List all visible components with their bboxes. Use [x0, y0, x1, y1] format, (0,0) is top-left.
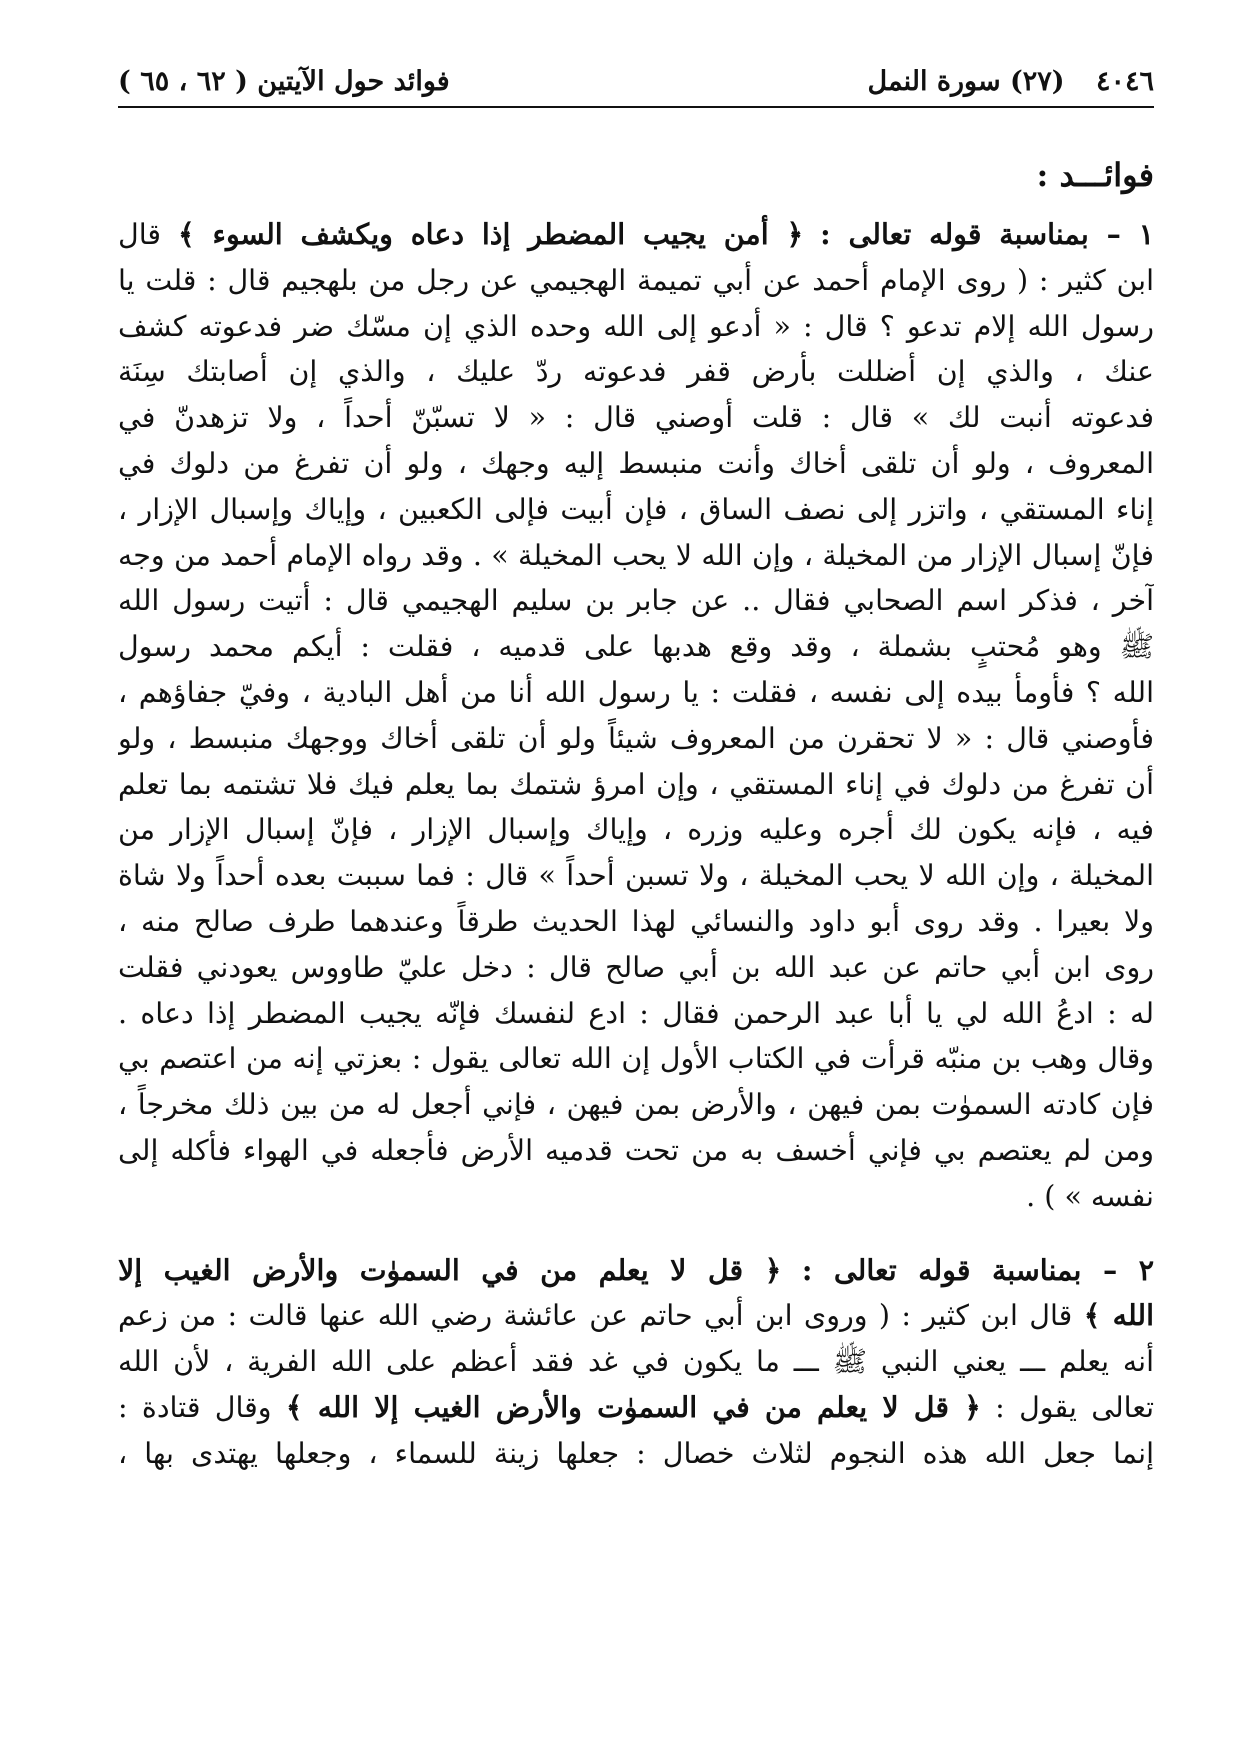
paragraph-1: [118, 212, 1154, 1220]
paragraph-2: [118, 1248, 1154, 1477]
text-line: ابن كثير : ( روى الإمام أحمد عن أبي تميمة الهجيمي عن رجل من بلهجيم قال : قلت يا: [118, 263, 1154, 297]
surah-name: (٢٧) سورة النمل: [867, 66, 1065, 97]
text-line: عنك ، والذي إن أضللت بأرض قفر فدعوته ردّ عليك ، والذي إن أصابتك سِنَة: [118, 355, 1154, 389]
text-line: إنما جعل الله هذه النجوم لثلاث خصال : جعلها زينة للسماء ، وجعلها يهتدى بها ،: [118, 1436, 1154, 1470]
text-line: [118, 1248, 1154, 1294]
text-line: الله ؟ فأومأ بيده إلى نفسه ، فقلت : يا رسول الله أنا من أهل البادية ، وفيّ جفاؤهم ،: [118, 675, 1154, 709]
page-number: ٤٠٤٦: [1095, 66, 1154, 97]
header-topic: فوائد حول الآيتين ( ٦٢ ، ٦٥ ): [118, 66, 450, 97]
text-line: أن تفرغ من دلوك في إناء المستقي ، وإن امرؤ شتمك بما يعلم فيك فلا تشتمه بما تعلم: [118, 767, 1154, 801]
text-line: فيه ، فإنه يكون لك أجره وعليه وزره ، وإياك وإسبال الإزار ، فإنّ إسبال الإزار من: [118, 813, 1154, 847]
quran-verse: ﴿ أمن يجيب المضطر إذا دعاه ويكشف السوء ﴾: [178, 217, 804, 251]
text-line: وقال وهب بن منبّه قرأت في الكتاب الأول إن الله تعالى يقول : بعزتي إنه من اعتصم بي: [118, 1042, 1154, 1076]
section-title: فوائـــد :: [1036, 156, 1154, 194]
text-line: فدعوته أنبت لك » قال : قلت أوصني قال : « لا تسبّنّ أحداً ، ولا تزهدنّ في: [118, 401, 1154, 435]
header-right: [868, 66, 1154, 97]
text-line: فإنّ إسبال الإزار من المخيلة ، وإن الله لا يحب المخيلة » . وقد رواه الإمام أحمد من وجه: [118, 538, 1154, 572]
paragraph-lead: ٢ – بمناسبة قوله تعالى :: [801, 1252, 1154, 1287]
running-header: [118, 60, 1154, 108]
text-line: آخر ، فذكر اسم الصحابي فقال .. عن جابر بن سليم الهجيمي قال : أتيت رسول الله: [118, 584, 1154, 618]
quran-verse: ﴿ قل لا يعلم من في السموٰت والأرض الغيب إلا الله ﴾: [285, 1389, 981, 1424]
document-page: [118, 60, 1154, 1720]
text-line: فإن كادته السموٰت بمن فيهن ، والأرض بمن فيهن ، فإني أجعل له من بين ذلك مخرجاً ،: [118, 1088, 1154, 1122]
text-line: له : ادعُ الله لي يا أبا عبد الرحمن فقال : ادع لنفسك فإنّه يجيب المضطر إذا دعاه .: [118, 996, 1154, 1030]
text-line: ومن لم يعتصم بي فإني أخسف به من تحت قدميه الأرض فأجعله في الهواء فأكله إلى: [118, 1133, 1154, 1167]
paragraph-lead: ١ – بمناسبة قوله تعالى :: [820, 217, 1154, 251]
text-line: نفسه » ) .: [1026, 1179, 1154, 1213]
text-line: الله ﴾ قال ابن كثير : ( وروى ابن أبي حاتم عن عائشة رضي الله عنها قالت : من زعم: [118, 1298, 1154, 1333]
text-line: ولا بعيرا . وقد روى أبو داود والنسائي لهذا الحديث طرقاً وعندهما طرف صالح منه ،: [118, 904, 1154, 938]
text-line: فأوصني قال : « لا تحقرن من المعروف شيئاً ولو أن تلقى أخاك ووجهك منبسط ، ولو: [118, 721, 1154, 755]
text-line: تعالى يقول : ﴿ قل لا يعلم من في السموٰت والأرض الغيب إلا الله ﴾ وقال قتادة :: [118, 1389, 1154, 1424]
quran-verse: الله ﴾: [1083, 1298, 1154, 1333]
text-line: ١ – بمناسبة قوله تعالى : ﴿ أمن يجيب المضطر إذا دعاه ويكشف السوء ﴾ قال: [118, 217, 1154, 251]
text-line: إناء المستقي ، واتزر إلى نصف الساق ، فإن أبيت فإلى الكعبين ، وإياك وإسبال الإزار ،: [118, 492, 1154, 526]
text-line: روى ابن أبي حاتم عن عبد الله بن أبي صالح قال : دخل عليّ طاووس يعودني فقلت: [118, 950, 1154, 984]
text-line: ﷺ وهو مُحتبٍ بشملة ، وقد وقع هدبها على قدميه ، فقلت : أيكم محمد رسول: [118, 630, 1154, 664]
text-line: المخيلة ، وإن الله لا يحب المخيلة ، ولا تسبن أحداً » قال : فما سببت بعده أحداً ولا شاة: [118, 859, 1154, 893]
quran-verse: ﴿ قل لا يعلم من في السموٰت والأرض الغيب إلا: [118, 1252, 782, 1287]
text-line: المعروف ، ولو أن تلقى أخاك وأنت منبسط إليه وجهك ، ولو أن تفرغ من دلوك في: [118, 446, 1154, 480]
text-line: رسول الله إلام تدعو ؟ قال : « أدعو إلى الله وحده الذي إن مسّك ضر فدعوته كشف: [118, 309, 1154, 343]
text-line: أنه يعلم ـــ يعني النبي ﷺ ـــ ما يكون في غد فقد أعظم على الله الفرية ، لأن الله: [118, 1345, 1154, 1379]
